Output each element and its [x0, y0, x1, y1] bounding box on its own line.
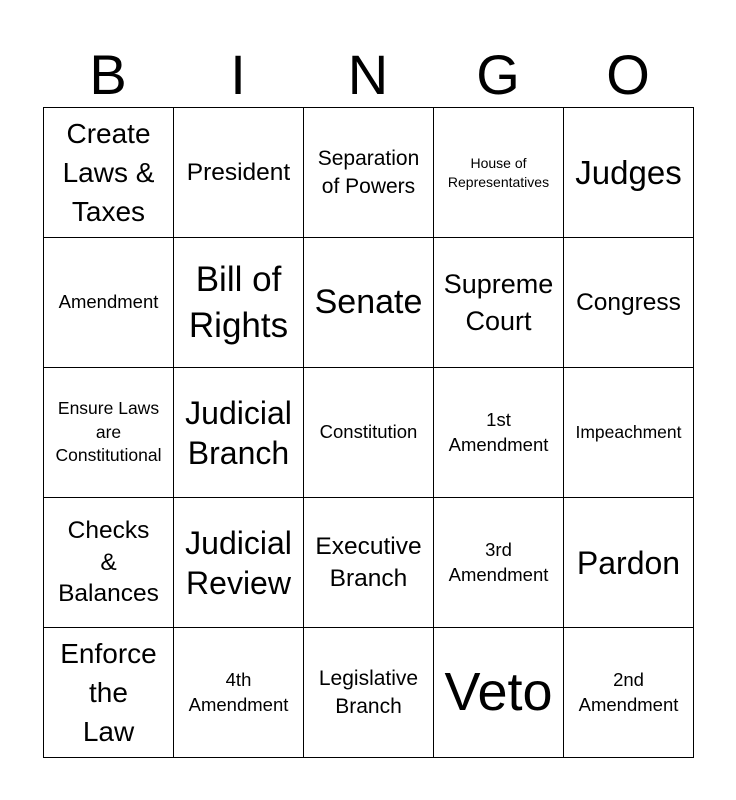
header-letter-n: N	[347, 43, 389, 106]
bingo-cell[interactable]	[434, 628, 564, 758]
cell-label: Judges	[575, 153, 682, 191]
bingo-cell[interactable]	[174, 368, 304, 498]
cell-label: Separation of Powers	[317, 147, 420, 198]
cell-label: Constitution	[319, 421, 418, 443]
bingo-board	[43, 107, 694, 758]
cell-label: Ensure Laws are Constitutional	[55, 398, 162, 466]
bingo-cell[interactable]	[564, 368, 694, 498]
bingo-cell[interactable]	[174, 628, 304, 758]
cell-label: Senate	[314, 282, 423, 321]
cell-label: Enforce the Law	[60, 637, 157, 748]
bingo-cell[interactable]	[564, 628, 694, 758]
bingo-cell[interactable]	[304, 368, 434, 498]
bingo-cell[interactable]	[44, 368, 174, 498]
cell-label: President	[186, 158, 291, 186]
bingo-cell[interactable]	[44, 498, 174, 628]
bingo-cell[interactable]	[304, 238, 434, 368]
cell-label: 3rd Amendment	[448, 539, 549, 585]
cell-label: Judicial Branch	[185, 394, 292, 471]
header-letter-i: I	[230, 43, 246, 106]
bingo-cell[interactable]	[174, 238, 304, 368]
bingo-cell[interactable]	[434, 238, 564, 368]
bingo-cell[interactable]	[564, 108, 694, 238]
cell-label: Executive Branch	[315, 532, 422, 592]
bingo-cell[interactable]	[44, 628, 174, 758]
cell-label: Create Laws & Taxes	[62, 117, 155, 228]
cell-label: Checks & Balances	[58, 516, 159, 608]
bingo-cell[interactable]	[434, 498, 564, 628]
bingo-cell[interactable]	[174, 498, 304, 628]
bingo-cell[interactable]	[434, 368, 564, 498]
bingo-cell[interactable]	[564, 498, 694, 628]
cell-label: Amendment	[58, 291, 159, 313]
bingo-cell[interactable]	[44, 238, 174, 368]
header-letter-b: B	[89, 43, 127, 106]
cell-label: Pardon	[576, 544, 681, 581]
cell-label: Legislative Branch	[318, 667, 419, 718]
header-letter-g: G	[476, 43, 520, 106]
cell-label: 2nd Amendment	[578, 669, 679, 715]
cell-label: Congress	[576, 288, 681, 316]
bingo-cell[interactable]	[44, 108, 174, 238]
bingo-cell[interactable]	[564, 238, 694, 368]
cell-label: Supreme Court	[443, 269, 554, 336]
bingo-cell[interactable]	[304, 108, 434, 238]
bingo-cell[interactable]	[174, 108, 304, 238]
bingo-cell[interactable]	[304, 498, 434, 628]
cell-label: Bill of Rights	[188, 260, 289, 345]
cell-label: Judicial Review	[185, 524, 292, 601]
cell-label: Impeachment	[575, 421, 682, 442]
bingo-cell[interactable]	[304, 628, 434, 758]
cell-label: House of Representatives	[447, 154, 550, 190]
bingo-header	[43, 42, 693, 108]
cell-label: 1st Amendment	[448, 409, 549, 455]
bingo-cell[interactable]	[434, 108, 564, 238]
header-letter-o: O	[606, 43, 650, 106]
cell-label: Veto	[444, 661, 553, 722]
cell-label: 4th Amendment	[188, 669, 289, 715]
